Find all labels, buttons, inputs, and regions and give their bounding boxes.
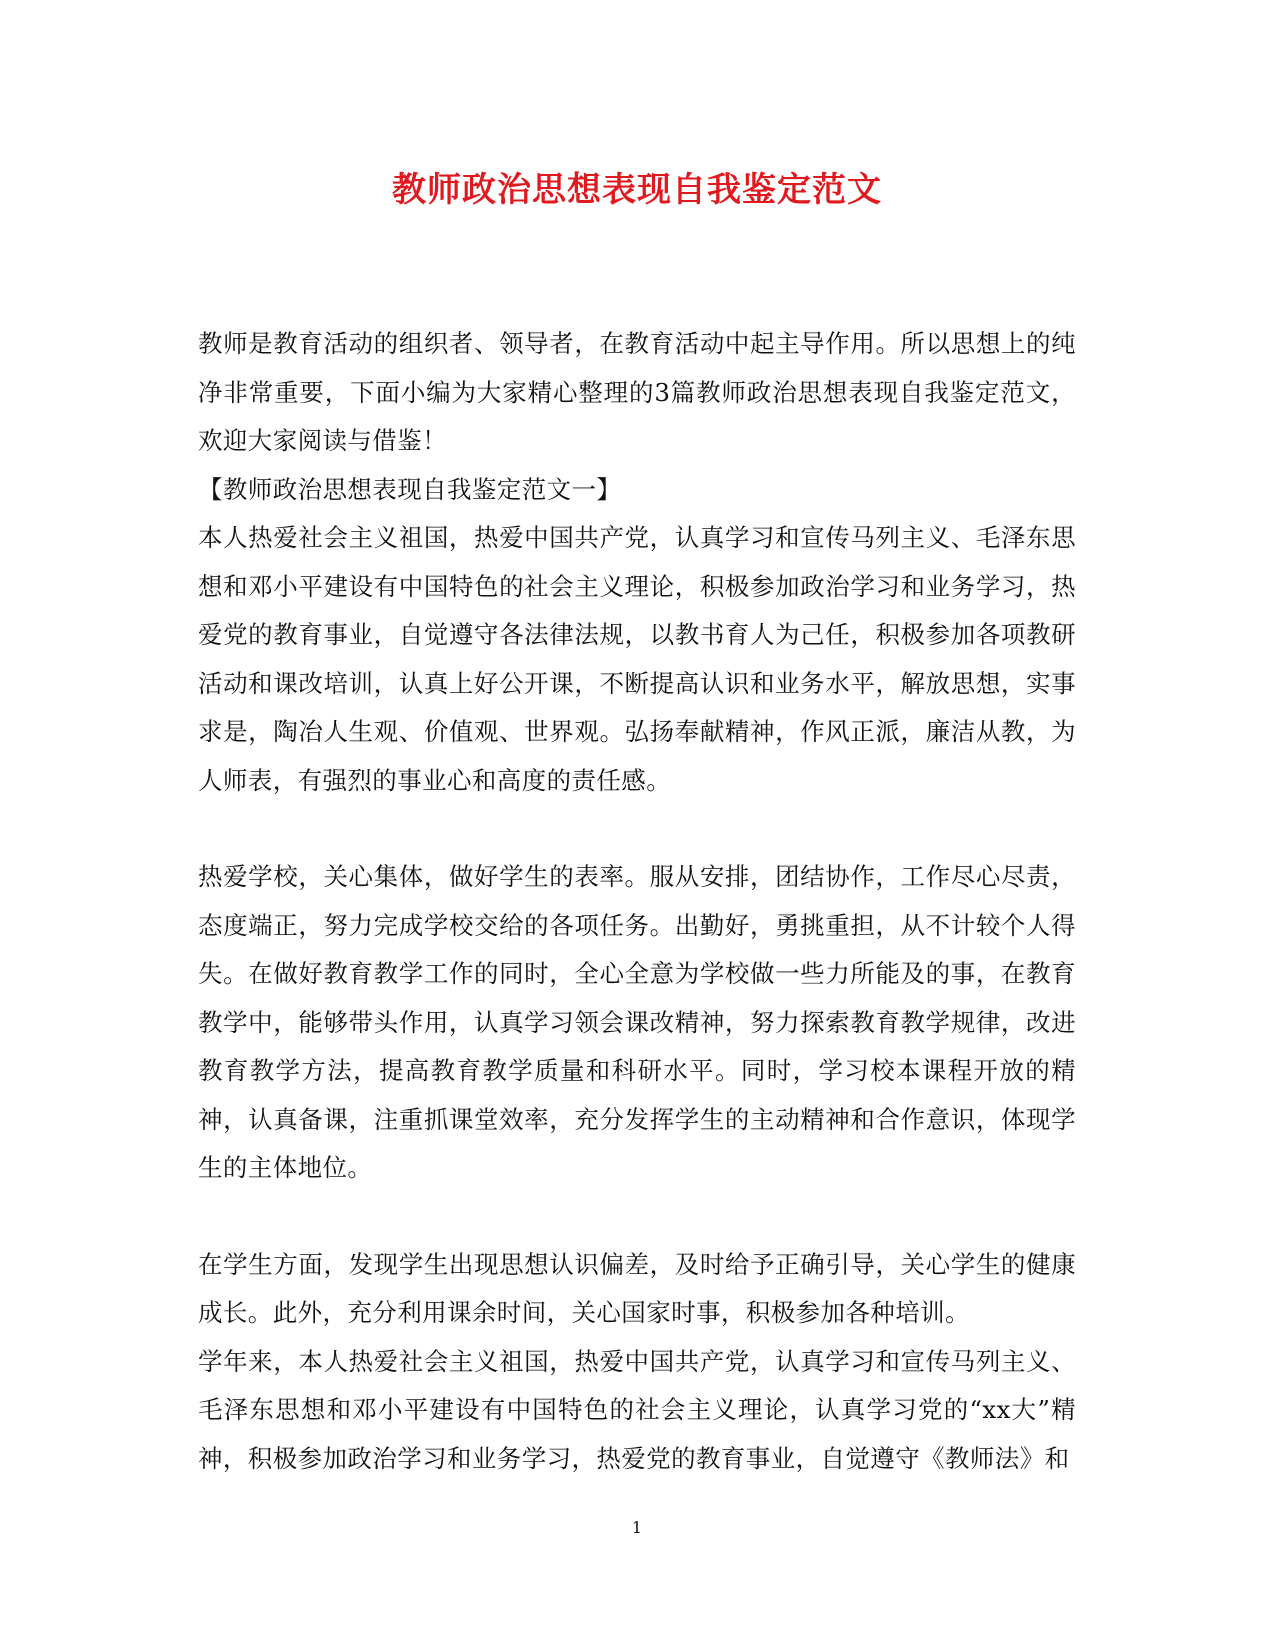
body-paragraph-4: 学年来，本人热爱社会主义祖国，热爱中国共产党，认真学习和宣传马列主义、毛泽东思想和邓小平建设有中国特色的社会主义理论，认真学习党的“xx大”精神，积极参加政治学习和业务学习，热爱党的教育事业，自觉遵守《教师法》和: [198, 1346, 1076, 1473]
body-paragraph-3: 在学生方面，发现学生出现思想认识偏差，及时给予正确引导，关心学生的健康成长。此外，充分利用课余时间，关心国家时事，积极参加各种培训。: [198, 1249, 1076, 1327]
section-heading: 【教师政治思想表现自我鉴定范文一】: [198, 474, 622, 504]
document-body: [198, 320, 1076, 1483]
body-paragraph-1: 本人热爱社会主义祖国，热爱中国共产党，认真学习和宣传马列主义、毛泽东思想和邓小平建设有中国特色的社会主义理论，积极参加政治学习和业务学习，热爱党的教育事业，自觉遵守各法律法规，以教书育人为己任，积极参加各项教研活动和课改培训，认真上好公开课，不断提高认识和业务水平，解放思想，实事求是，陶冶人生观、价值观、世界观。弘扬奉献精神，作风正派，廉洁从教，为人师表，有强烈的事业心和高度的责任感。: [198, 523, 1076, 795]
page-number: 1: [631, 1518, 643, 1537]
document-title: 教师政治思想表现自我鉴定范文: [392, 170, 882, 210]
paragraph-gap: [198, 1193, 1076, 1241]
intro-paragraph: 教师是教育活动的组织者、领导者，在教育活动中起主导作用。所以思想上的纯净非常重要，下面小编为大家精心整理的3篇教师政治思想表现自我鉴定范文，欢迎大家阅读与借鉴！: [198, 329, 1076, 455]
paragraph-gap: [198, 805, 1076, 853]
body-paragraph-2: 热爱学校，关心集体，做好学生的表率。服从安排，团结协作，工作尽心尽责，态度端正，努力完成学校交给的各项任务。出勤好，勇挑重担，从不计较个人得失。在做好教育教学工作的同时，全心全意为学校做一些力所能及的事，在教育教学中，能够带头作用，认真学习领会课改精神，努力探索教育教学规律，改进教育教学方法，提高教育教学质量和科研水平。同时，学习校本课程开放的精神，认真备课，注重抓课堂效率，充分发挥学生的主动精神和合作意识，体现学生的主体地位。: [198, 862, 1076, 1182]
